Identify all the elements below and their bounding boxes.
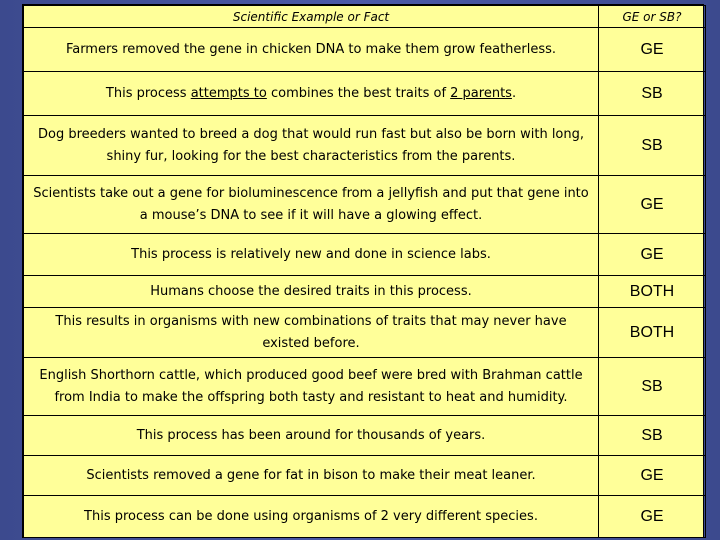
fact-cell: Scientists removed a gene for fat in bison to make their meat leaner.	[24, 456, 599, 496]
answer-cell: GE	[599, 176, 706, 234]
table-row	[24, 308, 706, 358]
fact-cell	[24, 72, 599, 116]
header-fact: Scientific Example or Fact	[24, 6, 599, 28]
fact-cell: Farmers removed the gene in chicken DNA to make them grow featherless.	[24, 28, 599, 72]
answer-cell: BOTH	[599, 308, 706, 358]
table-row	[24, 72, 706, 116]
worksheet-table-container	[22, 4, 704, 538]
answer-cell: SB	[599, 416, 706, 456]
table-row	[24, 456, 706, 496]
table-row	[24, 28, 706, 72]
fact-cell: Scientists take out a gene for bioluminescence from a jellyfish and put that gene into a mouse’s DNA to see if it will have a glowing effect.	[24, 176, 599, 234]
fact-underlined-part: 2 parents	[450, 85, 512, 101]
fact-cell: This process can be done using organisms of 2 very different species.	[24, 496, 599, 538]
table-row	[24, 116, 706, 176]
fact-cell: English Shorthorn cattle, which produced good beef were bred with Brahman cattle from India to make the offspring both tasty and resistant to heat and humidity.	[24, 358, 599, 416]
fact-cell: Dog breeders wanted to breed a dog that would run fast but also be born with long, shiny fur, looking for the best characteristics from the parents.	[24, 116, 599, 176]
answer-cell: GE	[599, 456, 706, 496]
answer-cell: SB	[599, 358, 706, 416]
table-row	[24, 276, 706, 308]
fact-cell: This results in organisms with new combinations of traits that may never have existed before.	[24, 308, 599, 358]
table-row	[24, 358, 706, 416]
header-row	[24, 6, 706, 28]
fact-cell: This process is relatively new and done in science labs.	[24, 234, 599, 276]
answer-cell: GE	[599, 28, 706, 72]
table-row	[24, 496, 706, 538]
header-answer: GE or SB?	[599, 6, 706, 28]
fact-cell: This process has been around for thousands of years.	[24, 416, 599, 456]
fact-text-part: .	[511, 85, 517, 101]
answer-cell: BOTH	[599, 276, 706, 308]
answer-cell: GE	[599, 496, 706, 538]
fact-underlined-part: attempts to	[190, 85, 267, 101]
answer-cell: GE	[599, 234, 706, 276]
table-row	[24, 234, 706, 276]
answer-cell: SB	[599, 116, 706, 176]
fact-text-part: combines the best traits of	[266, 85, 451, 101]
fact-text-part: This process	[105, 85, 191, 101]
table-row	[24, 416, 706, 456]
worksheet-table	[23, 5, 706, 538]
answer-cell: SB	[599, 72, 706, 116]
table-row	[24, 176, 706, 234]
fact-cell: Humans choose the desired traits in this process.	[24, 276, 599, 308]
